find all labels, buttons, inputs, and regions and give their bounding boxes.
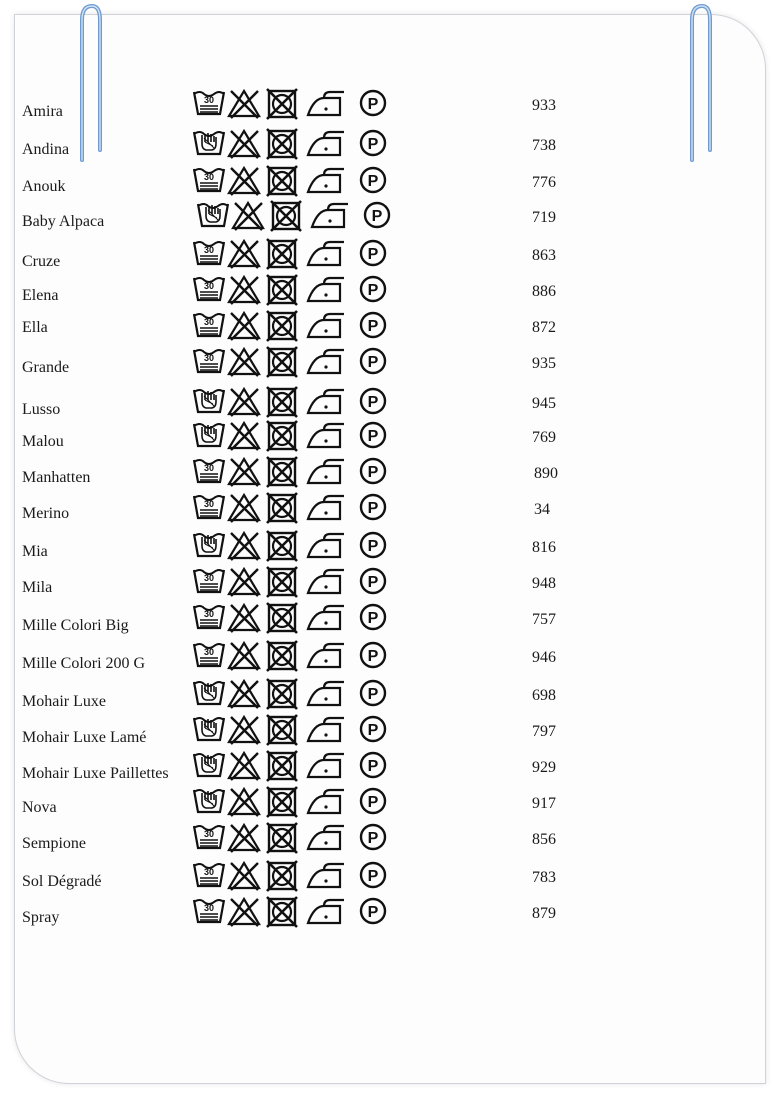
yarn-name: Malou xyxy=(22,433,64,450)
yarn-name: Mohair Luxe xyxy=(22,693,106,710)
dry-clean-p-icon xyxy=(361,643,385,667)
wash-icon xyxy=(194,790,224,812)
dry-clean-p-icon xyxy=(361,389,385,413)
svg-text:30: 30 xyxy=(203,353,215,363)
yarn-code: 816 xyxy=(532,539,556,556)
care-symbols xyxy=(192,640,392,672)
yarn-code: 856 xyxy=(532,831,556,848)
iron-low-icon xyxy=(308,169,344,192)
iron-low-icon xyxy=(308,460,344,483)
wash-icon xyxy=(194,606,224,628)
iron-low-icon xyxy=(308,570,344,593)
yarn-code: 886 xyxy=(532,283,556,300)
no-bleach-icon xyxy=(229,277,259,304)
no-bleach-icon xyxy=(229,643,259,670)
no-bleach-icon xyxy=(229,717,259,744)
yarn-code: 776 xyxy=(532,174,556,191)
care-symbols xyxy=(192,456,392,488)
wash-icon xyxy=(194,496,224,518)
no-tumble-dry-icon xyxy=(267,715,297,745)
care-symbols xyxy=(192,786,392,818)
dry-clean-p-icon xyxy=(361,349,385,373)
no-bleach-icon xyxy=(229,131,259,158)
dry-clean-p-icon xyxy=(361,423,385,447)
yarn-code: 929 xyxy=(532,759,556,776)
yarn-name: Nova xyxy=(22,799,57,816)
svg-text:P: P xyxy=(371,208,383,225)
care-symbols xyxy=(192,88,392,120)
wash-icon xyxy=(194,169,224,191)
iron-low-icon xyxy=(308,350,344,373)
wash-icon xyxy=(198,204,228,226)
svg-text:P: P xyxy=(367,318,379,335)
wash-icon xyxy=(194,644,224,666)
dry-clean-p-icon xyxy=(361,789,385,813)
table-row xyxy=(0,530,782,566)
wash-icon xyxy=(194,682,224,704)
yarn-name: Lusso xyxy=(22,401,61,418)
no-tumble-dry-icon xyxy=(267,421,297,451)
dry-clean-p-icon xyxy=(361,241,385,265)
table-row xyxy=(0,200,782,236)
no-tumble-dry-icon xyxy=(267,89,297,119)
yarn-name: Mille Colori 200 G xyxy=(22,655,146,672)
svg-text:P: P xyxy=(367,686,379,703)
svg-text:P: P xyxy=(367,394,379,411)
no-tumble-dry-icon xyxy=(267,679,297,709)
table-row xyxy=(0,602,782,638)
iron-low-icon xyxy=(308,864,344,887)
iron-low-icon xyxy=(308,314,344,337)
yarn-code: 879 xyxy=(532,905,556,922)
no-bleach-icon xyxy=(229,423,259,450)
yarn-code: 917 xyxy=(532,795,556,812)
no-tumble-dry-icon xyxy=(267,457,297,487)
wash-icon xyxy=(194,278,224,300)
svg-text:P: P xyxy=(367,574,379,591)
no-bleach-icon xyxy=(229,91,259,118)
care-symbols xyxy=(192,238,392,270)
iron-low-icon xyxy=(308,644,344,667)
iron-low-icon xyxy=(308,900,344,923)
no-bleach-icon xyxy=(229,753,259,780)
care-symbols xyxy=(192,386,392,418)
yarn-name: Sol Dégradé xyxy=(22,873,102,890)
no-tumble-dry-icon xyxy=(267,641,297,671)
table-row xyxy=(0,750,782,786)
care-symbols xyxy=(192,822,392,854)
iron-low-icon xyxy=(312,204,348,227)
svg-text:P: P xyxy=(367,830,379,847)
svg-text:30: 30 xyxy=(203,647,215,657)
yarn-code: 863 xyxy=(532,247,556,264)
dry-clean-p-icon xyxy=(361,131,385,155)
iron-low-icon xyxy=(308,390,344,413)
svg-text:P: P xyxy=(367,648,379,665)
no-tumble-dry-icon xyxy=(267,861,297,891)
table-row xyxy=(0,896,782,932)
table-row xyxy=(0,165,782,201)
no-bleach-icon xyxy=(229,495,259,522)
yarn-code: 933 xyxy=(532,97,556,114)
no-tumble-dry-icon xyxy=(267,603,297,633)
iron-low-icon xyxy=(308,606,344,629)
svg-text:30: 30 xyxy=(203,463,215,473)
iron-low-icon xyxy=(308,496,344,519)
svg-text:30: 30 xyxy=(203,829,215,839)
svg-text:30: 30 xyxy=(203,903,215,913)
no-tumble-dry-icon xyxy=(267,129,297,159)
care-symbols xyxy=(192,346,392,378)
svg-text:P: P xyxy=(367,136,379,153)
dry-clean-p-icon xyxy=(361,753,385,777)
yarn-code: 946 xyxy=(532,649,556,666)
svg-text:P: P xyxy=(367,428,379,445)
dry-clean-p-icon xyxy=(361,459,385,483)
svg-text:P: P xyxy=(367,868,379,885)
svg-text:P: P xyxy=(367,538,379,555)
dry-clean-p-icon xyxy=(365,203,389,227)
care-symbols xyxy=(192,274,392,306)
table-row xyxy=(0,786,782,822)
yarn-code: 698 xyxy=(532,687,556,704)
no-tumble-dry-icon xyxy=(267,823,297,853)
wash-icon xyxy=(194,864,224,886)
iron-low-icon xyxy=(308,682,344,705)
no-tumble-dry-icon xyxy=(267,897,297,927)
yarn-code: 948 xyxy=(532,575,556,592)
table-row xyxy=(0,386,782,422)
svg-text:P: P xyxy=(367,500,379,517)
yarn-name: Amira xyxy=(22,103,63,120)
no-tumble-dry-icon xyxy=(267,239,297,269)
yarn-code: 783 xyxy=(532,869,556,886)
svg-text:30: 30 xyxy=(203,245,215,255)
wash-icon xyxy=(194,900,224,922)
no-tumble-dry-icon xyxy=(267,493,297,523)
yarn-name: Mille Colori Big xyxy=(22,617,129,634)
table-row xyxy=(0,420,782,456)
table-row xyxy=(0,714,782,750)
wash-icon xyxy=(194,132,224,154)
dry-clean-p-icon xyxy=(361,717,385,741)
no-tumble-dry-icon xyxy=(267,751,297,781)
no-bleach-icon xyxy=(229,313,259,340)
dry-clean-p-icon xyxy=(361,313,385,337)
svg-text:P: P xyxy=(367,246,379,263)
dry-clean-p-icon xyxy=(361,899,385,923)
svg-text:30: 30 xyxy=(203,499,215,509)
iron-low-icon xyxy=(308,242,344,265)
no-tumble-dry-icon xyxy=(267,387,297,417)
wash-icon xyxy=(194,534,224,556)
care-symbols xyxy=(192,860,392,892)
yarn-name: Baby Alpaca xyxy=(22,213,105,230)
dry-clean-p-icon xyxy=(361,863,385,887)
yarn-name: Grande xyxy=(22,359,70,376)
iron-low-icon xyxy=(308,790,344,813)
dry-clean-p-icon xyxy=(361,681,385,705)
yarn-code: 797 xyxy=(532,723,556,740)
yarn-name: Sempione xyxy=(22,835,86,852)
care-symbols xyxy=(192,165,392,197)
care-symbols xyxy=(192,714,392,746)
svg-text:P: P xyxy=(367,96,379,113)
svg-text:30: 30 xyxy=(203,609,215,619)
table-row xyxy=(0,640,782,676)
svg-text:30: 30 xyxy=(203,867,215,877)
svg-text:P: P xyxy=(367,610,379,627)
table-row xyxy=(0,456,782,492)
iron-low-icon xyxy=(308,826,344,849)
no-bleach-icon xyxy=(233,203,263,230)
table-row xyxy=(0,492,782,528)
yarn-name: Anouk xyxy=(22,178,66,195)
no-bleach-icon xyxy=(229,533,259,560)
iron-low-icon xyxy=(308,424,344,447)
care-symbols xyxy=(192,530,392,562)
yarn-name: Mila xyxy=(22,579,53,596)
yarn-name: Mohair Luxe Lamé xyxy=(22,729,147,746)
no-tumble-dry-icon xyxy=(267,531,297,561)
no-bleach-icon xyxy=(229,681,259,708)
no-tumble-dry-icon xyxy=(267,567,297,597)
care-symbols xyxy=(192,420,392,452)
wash-icon xyxy=(194,390,224,412)
wash-icon xyxy=(194,754,224,776)
yarn-name: Elena xyxy=(22,287,59,304)
no-bleach-icon xyxy=(229,789,259,816)
yarn-code: 872 xyxy=(532,319,556,336)
table-row xyxy=(0,860,782,896)
no-bleach-icon xyxy=(229,389,259,416)
yarn-code: 769 xyxy=(532,429,556,446)
svg-text:30: 30 xyxy=(203,281,215,291)
yarn-code: 757 xyxy=(532,611,556,628)
wash-icon xyxy=(194,242,224,264)
no-bleach-icon xyxy=(229,569,259,596)
table-row xyxy=(0,346,782,382)
no-bleach-icon xyxy=(229,349,259,376)
no-bleach-icon xyxy=(229,863,259,890)
iron-low-icon xyxy=(308,534,344,557)
no-bleach-icon xyxy=(229,605,259,632)
yarn-name: Spray xyxy=(22,909,60,926)
yarn-name: Manhatten xyxy=(22,469,91,486)
care-symbols xyxy=(192,492,392,524)
wash-icon xyxy=(194,92,224,114)
iron-low-icon xyxy=(308,718,344,741)
wash-icon xyxy=(194,424,224,446)
dry-clean-p-icon xyxy=(361,277,385,301)
svg-text:P: P xyxy=(367,794,379,811)
yarn-name: Merino xyxy=(22,505,70,522)
no-tumble-dry-icon xyxy=(267,166,297,196)
no-tumble-dry-icon xyxy=(267,347,297,377)
svg-text:P: P xyxy=(367,354,379,371)
no-tumble-dry-icon xyxy=(267,275,297,305)
svg-text:P: P xyxy=(367,722,379,739)
table-row xyxy=(0,566,782,602)
svg-text:P: P xyxy=(367,758,379,775)
dry-clean-p-icon xyxy=(361,91,385,115)
svg-text:30: 30 xyxy=(203,573,215,583)
care-symbols xyxy=(196,200,396,232)
table-row xyxy=(0,310,782,346)
yarn-name: Ella xyxy=(22,319,48,336)
wash-icon xyxy=(194,718,224,740)
dry-clean-p-icon xyxy=(361,569,385,593)
yarn-name: Mia xyxy=(22,543,48,560)
dry-clean-p-icon xyxy=(361,605,385,629)
care-symbols xyxy=(192,602,392,634)
no-tumble-dry-icon xyxy=(267,311,297,341)
table-row xyxy=(0,678,782,714)
yarn-code: 719 xyxy=(532,209,556,226)
yarn-name: Mohair Luxe Paillettes xyxy=(22,765,169,782)
yarn-code: 945 xyxy=(532,395,556,412)
yarn-code: 34 xyxy=(534,501,550,518)
care-symbols xyxy=(192,128,392,160)
dry-clean-p-icon xyxy=(361,825,385,849)
iron-low-icon xyxy=(308,754,344,777)
yarn-code: 890 xyxy=(534,465,558,482)
care-symbols xyxy=(192,750,392,782)
no-tumble-dry-icon xyxy=(271,201,301,231)
wash-icon xyxy=(194,314,224,336)
care-symbols xyxy=(192,678,392,710)
iron-low-icon xyxy=(308,92,344,115)
table-row xyxy=(0,88,782,124)
svg-text:P: P xyxy=(367,173,379,190)
table-row xyxy=(0,238,782,274)
iron-low-icon xyxy=(308,278,344,301)
no-bleach-icon xyxy=(229,899,259,926)
dry-clean-p-icon xyxy=(361,495,385,519)
svg-text:30: 30 xyxy=(203,317,215,327)
wash-icon xyxy=(194,570,224,592)
table-row xyxy=(0,128,782,164)
svg-text:P: P xyxy=(367,464,379,481)
yarn-code: 738 xyxy=(532,137,556,154)
dry-clean-p-icon xyxy=(361,533,385,557)
yarn-name: Cruze xyxy=(22,253,61,270)
no-tumble-dry-icon xyxy=(267,787,297,817)
wash-icon xyxy=(194,826,224,848)
iron-low-icon xyxy=(308,132,344,155)
no-bleach-icon xyxy=(229,459,259,486)
wash-icon xyxy=(194,460,224,482)
yarn-name: Andina xyxy=(22,141,70,158)
svg-text:30: 30 xyxy=(203,95,215,105)
table-row xyxy=(0,822,782,858)
svg-text:P: P xyxy=(367,904,379,921)
care-symbols xyxy=(192,310,392,342)
svg-text:30: 30 xyxy=(203,172,215,182)
no-bleach-icon xyxy=(229,241,259,268)
dry-clean-p-icon xyxy=(361,168,385,192)
no-bleach-icon xyxy=(229,825,259,852)
care-symbols xyxy=(192,566,392,598)
care-symbols xyxy=(192,896,392,928)
table-row xyxy=(0,274,782,310)
svg-text:P: P xyxy=(367,282,379,299)
no-bleach-icon xyxy=(229,168,259,195)
wash-icon xyxy=(194,350,224,372)
yarn-code: 935 xyxy=(532,355,556,372)
